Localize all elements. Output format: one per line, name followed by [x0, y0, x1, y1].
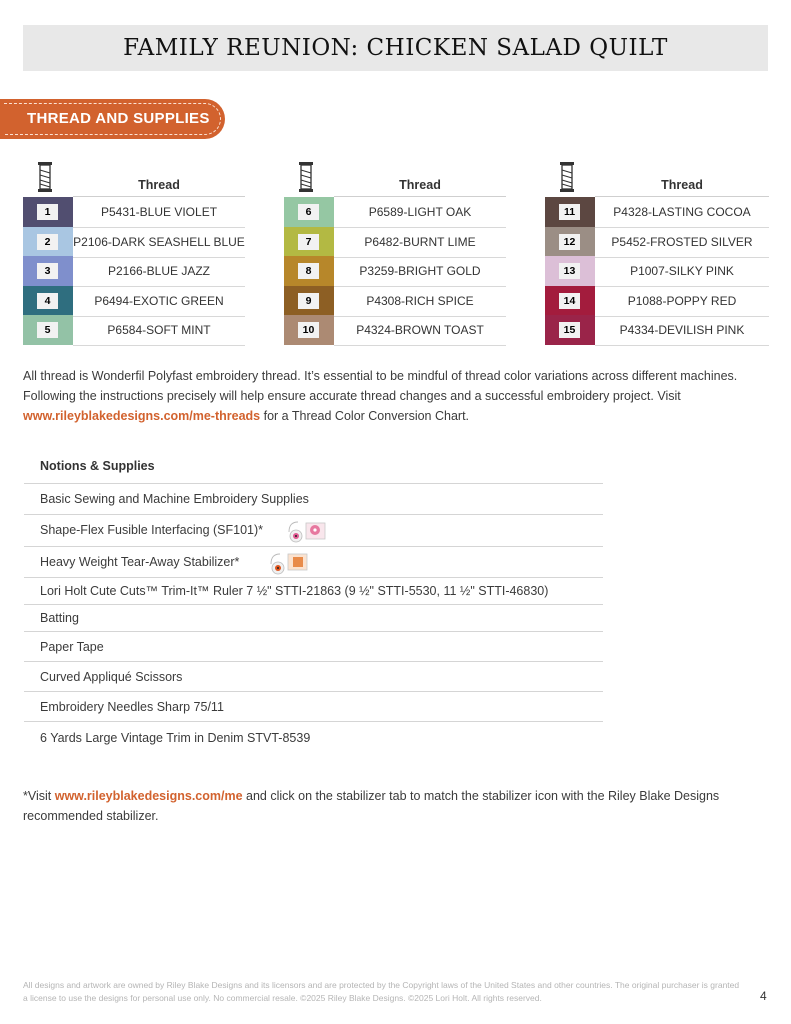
thread-color-swatch [545, 315, 595, 345]
thread-number: 1 [37, 204, 58, 220]
notion-item: Paper Tape [40, 640, 104, 654]
notion-item: Embroidery Needles Sharp 75/11 [40, 700, 224, 714]
thread-row [545, 197, 767, 227]
section-tag [0, 99, 225, 139]
notion-row [24, 483, 603, 515]
notion-item: Heavy Weight Tear-Away Stabilizer* [40, 555, 240, 569]
notions-header: Notions & Supplies [40, 459, 155, 473]
notion-row [24, 514, 603, 547]
thread-number: 5 [37, 322, 58, 338]
thread-name: P3259-BRIGHT GOLD [334, 256, 506, 287]
thread-color-swatch [545, 286, 595, 316]
notion-item: Shape-Flex Fusible Interfacing (SF101)* [40, 523, 264, 537]
thread-spool-icon [298, 162, 314, 192]
thread-name: P6589-LIGHT OAK [334, 197, 506, 228]
notion-row [24, 691, 603, 722]
thread-row [23, 256, 245, 286]
thread-column-header: Thread [661, 178, 703, 192]
thread-color-swatch [545, 227, 595, 257]
thread-name: P1088-POPPY RED [595, 286, 769, 317]
thread-color-swatch [284, 256, 334, 286]
thread-number: 6 [298, 204, 319, 220]
thread-note-after: for a Thread Color Conversion Chart. [260, 409, 470, 423]
copyright-footer: All designs and artwork are owned by Riley Blake Designs and its licensors and are protected by the Copyright laws of the United States and other countries. The original purchaser is granted a license to use the designs for personal use only. No commercial resale. ©2025 Riley Blake Designs. ©2025 Lori Holt. All rights reserved. [23, 980, 740, 1003]
thread-color-swatch [23, 315, 73, 345]
thread-color-swatch [23, 197, 73, 227]
notion-row [24, 604, 603, 632]
thread-number: 8 [298, 263, 319, 279]
notion-row [24, 631, 603, 662]
thread-name: P4334-DEVILISH PINK [595, 315, 769, 346]
thread-spool-icon [559, 162, 575, 192]
thread-number: 14 [559, 293, 580, 309]
tear-away-stabilizer-icon [270, 550, 312, 579]
thread-row [23, 227, 245, 257]
interfacing-stabilizer-icon [288, 518, 330, 547]
thread-row [284, 197, 506, 227]
stabilizer-note [23, 786, 771, 826]
thread-row [545, 256, 767, 286]
thread-name: P2106-DARK SEASHELL BLUE [73, 227, 245, 258]
notion-row [24, 721, 603, 752]
thread-number: 10 [298, 322, 319, 338]
thread-color-swatch [284, 286, 334, 316]
thread-spool-icon [37, 162, 53, 192]
thread-color-swatch [284, 315, 334, 345]
thread-table-1 [23, 160, 245, 350]
thread-note [23, 366, 771, 426]
thread-table-2 [284, 160, 506, 350]
notion-item: Curved Appliqué Scissors [40, 670, 183, 684]
section-label: THREAD AND SUPPLIES [27, 110, 210, 127]
thread-name: P4324-BROWN TOAST [334, 315, 506, 346]
thread-column-header: Thread [138, 178, 180, 192]
thread-name: P5431-BLUE VIOLET [73, 197, 245, 228]
page-number: 4 [760, 989, 767, 1003]
thread-name: P2166-BLUE JAZZ [73, 256, 245, 287]
thread-row [284, 286, 506, 316]
thread-row [284, 256, 506, 286]
notion-item: Batting [40, 611, 79, 625]
thread-color-swatch [284, 227, 334, 257]
thread-number: 4 [37, 293, 58, 309]
thread-number: 2 [37, 234, 58, 250]
thread-color-swatch [23, 256, 73, 286]
stabilizer-link[interactable]: www.rileyblakedesigns.com/me [54, 789, 243, 803]
stabilizer-note-before: *Visit [23, 789, 55, 803]
thread-table-3 [545, 160, 767, 350]
notion-row [24, 546, 603, 578]
thread-number: 11 [559, 204, 580, 220]
notion-row [24, 661, 603, 692]
thread-name: P1007-SILKY PINK [595, 256, 769, 287]
thread-row [284, 315, 506, 345]
thread-number: 7 [298, 234, 319, 250]
thread-row [284, 227, 506, 257]
thread-color-swatch [545, 197, 595, 227]
notion-item: 6 Yards Large Vintage Trim in Denim STVT-8539 [40, 731, 311, 745]
title-banner [23, 25, 768, 71]
thread-name: P5452-FROSTED SILVER [595, 227, 769, 258]
thread-color-swatch [23, 227, 73, 257]
thread-row [545, 227, 767, 257]
notion-item: Basic Sewing and Machine Embroidery Supplies [40, 492, 309, 506]
thread-link[interactable]: www.rileyblakedesigns.com/me-threads [23, 409, 261, 423]
thread-name: P4328-LASTING COCOA [595, 197, 769, 228]
thread-column-header: Thread [399, 178, 441, 192]
thread-name: P4308-RICH SPICE [334, 286, 506, 317]
thread-row [23, 315, 245, 345]
thread-number: 3 [37, 263, 58, 279]
notion-row [24, 577, 603, 605]
thread-color-swatch [545, 256, 595, 286]
page-title: FAMILY REUNION: CHICKEN SALAD QUILT [123, 35, 668, 61]
thread-number: 15 [559, 322, 580, 338]
notion-item: Lori Holt Cute Cuts™ Trim-It™ Ruler 7 ½" STTI-21863 (9 ½" STTI-5530, 11 ½" STTI-46830) [40, 584, 549, 598]
thread-number: 9 [298, 293, 319, 309]
thread-color-swatch [23, 286, 73, 316]
thread-number: 13 [559, 263, 580, 279]
thread-row [23, 286, 245, 316]
thread-row [545, 286, 767, 316]
thread-name: P6482-BURNT LIME [334, 227, 506, 258]
thread-number: 12 [559, 234, 580, 250]
thread-row [545, 315, 767, 345]
thread-note-text: All thread is Wonderfil Polyfast embroidery thread. It’s essential to be mindful of thread color variations across different machines. Following the instructions precisely will help ensure accurate thread changes and a successful embroidery project. Visit [23, 369, 738, 403]
stabilizer-note-after: and click on the stabilizer tab to match the stabilizer icon with the Riley Blake Designs recommended stabilizer. [23, 789, 720, 823]
thread-row [23, 197, 245, 227]
thread-name: P6584-SOFT MINT [73, 315, 245, 346]
thread-color-swatch [284, 197, 334, 227]
thread-name: P6494-EXOTIC GREEN [73, 286, 245, 317]
